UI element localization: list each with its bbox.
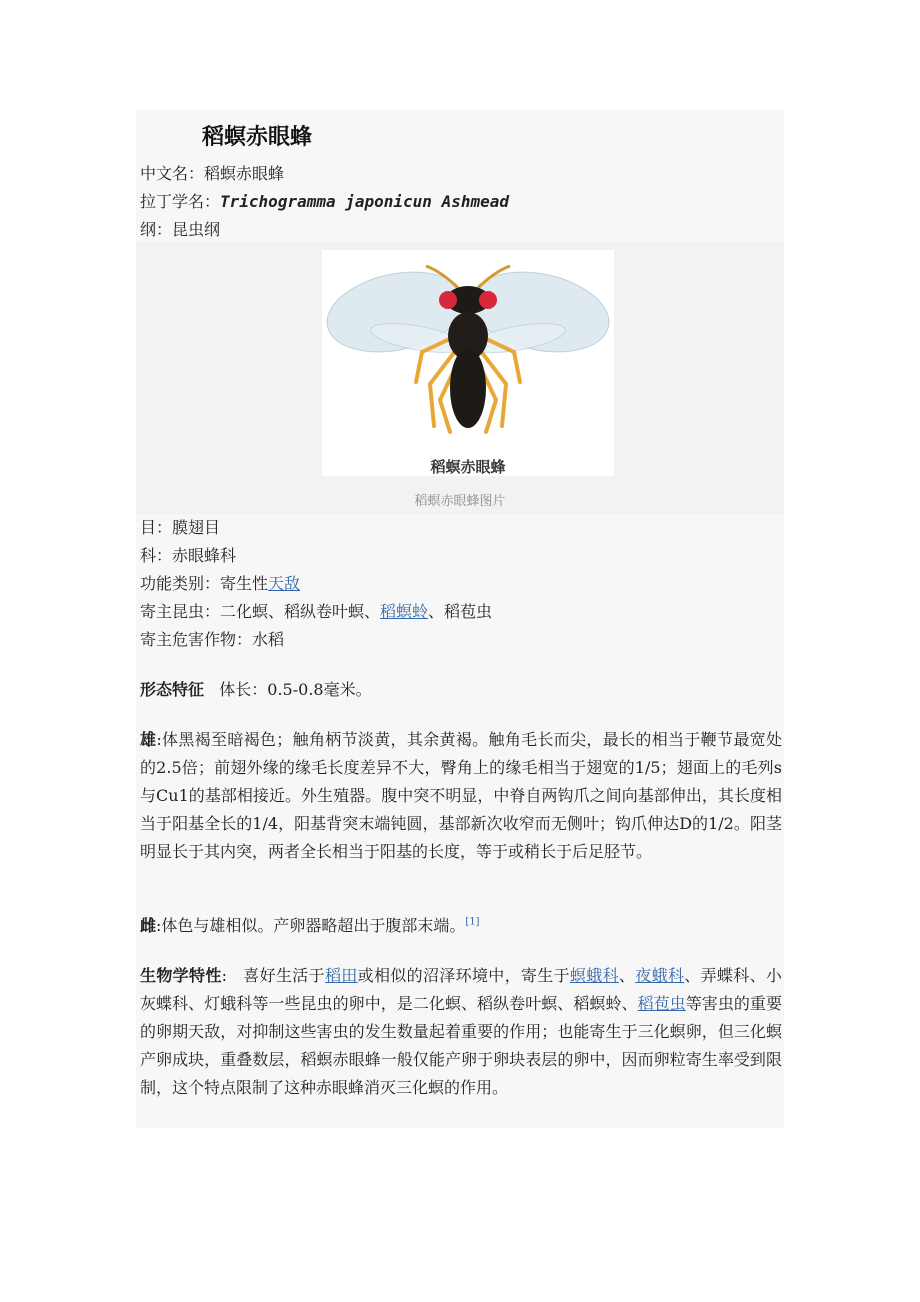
chinese-name-row (140, 160, 284, 188)
document-page (136, 110, 784, 1128)
class-value: 昆虫纲 (172, 220, 221, 239)
biology-heading: 生物学特性 (140, 966, 222, 985)
family-value: 赤眼蜂科 (172, 546, 237, 565)
morphology-paragraph (140, 676, 782, 704)
wasp-illustration (322, 250, 614, 476)
host-text-1: 二化螟、稻纵卷叶螟、 (220, 602, 381, 621)
host-label: 寄主昆虫： (140, 602, 221, 621)
reference-link[interactable]: [1] (465, 916, 480, 928)
female-paragraph (140, 912, 782, 940)
order-row (140, 514, 220, 542)
order-value: 膜翅目 (172, 518, 221, 537)
class-label: 纲： (140, 220, 173, 239)
biology-text-4: 、弄蝶科、小灰蝶科、灯蛾科等一些昆虫的卵中，是二化螟、稻纵卷叶螟、稻螟蛉、 (140, 966, 782, 1013)
figure-caption: 稻螟赤眼蜂图片 (414, 494, 506, 509)
latin-name-label: 拉丁学名： (140, 192, 221, 211)
host-crop-row (140, 626, 284, 654)
male-paragraph (140, 726, 782, 866)
crop-value: 水稻 (252, 630, 285, 649)
male-label: 雄 (140, 730, 157, 749)
morphology-text: 体长：0.5-0.8毫米。 (219, 680, 372, 699)
chinese-name-value: 稻螟赤眼蜂 (204, 164, 285, 183)
order-label: 目： (140, 518, 173, 537)
morphology-heading: 形态特征 (140, 680, 205, 699)
page-title: 稻螟赤眼蜂 (202, 125, 313, 150)
function-prefix: 寄生性 (220, 574, 269, 593)
figure-image-label: 稻螟赤眼蜂 (430, 458, 506, 476)
male-text: :体黑褐至暗褐色；触角柄节淡黄，其余黄褐。触角毛长而尖，最长的相当于鞭节最宽处的2.5倍；前翅外缘的缘毛长度差异不大，臀角上的缘毛相当于翅宽的1/5；翅面上的毛列s与Cu1的基部相接近。外生殖器。腹中突不明显，中脊自两钩爪之间向基部伸出，其长度相当于阳基全长的1/4，阳基背突末端钝圆，基部新次收窄而无侧叶；钩爪伸达D的1/2。阳茎明显长于其内突，两者全长相当于阳基的长度，等于或稍长于后足胫节。 (140, 730, 782, 861)
function-label: 功能类别： (140, 574, 221, 593)
biology-text-3: 、 (618, 966, 636, 985)
figure-block (136, 242, 784, 514)
biology-text-1: 喜好生活于 (243, 966, 325, 985)
rice-skipper-link[interactable]: 稻苞虫 (637, 994, 686, 1013)
latin-name-value: Trichogramma japonicun Ashmead (220, 192, 509, 211)
rice-field-link[interactable]: 稻田 (324, 966, 358, 985)
noctuidae-link[interactable]: 夜蛾科 (635, 966, 685, 985)
biology-colon: : (221, 966, 228, 985)
class-row (140, 216, 220, 244)
female-label: 雌 (140, 916, 157, 935)
host-insect-row (140, 598, 492, 626)
biology-text-5: 等害虫的重要的卵期天敌，对抑制这些害虫的发生数量起着重要的作用；也能寄生于三化螟卵，但三化螟产卵成块，重叠数层，稻螟赤眼蜂一般仅能产卵于卵块表层的卵中，因而卵粒寄生率受到限制，这个特点限制了这种赤眼蜂消灭三化螟的作用。 (140, 994, 782, 1097)
latin-name-row (140, 188, 509, 216)
host-text-2: 、稻苞虫 (428, 602, 493, 621)
family-label: 科： (140, 546, 173, 565)
natural-enemy-link[interactable]: 天敌 (268, 574, 301, 593)
wasp-image (322, 250, 614, 476)
biology-text-2: 或相似的沼泽环境中，寄生于 (357, 966, 570, 985)
rice-moth-link[interactable]: 稻螟蛉 (380, 602, 429, 621)
function-row (140, 570, 300, 598)
pyralidae-link[interactable]: 螟蛾科 (569, 966, 619, 985)
female-text: :体色与雄相似。产卵器略超出于腹部末端。 (156, 916, 466, 935)
family-row (140, 542, 236, 570)
chinese-name-label: 中文名： (140, 164, 205, 183)
crop-label: 寄主危害作物： (140, 630, 253, 649)
biology-paragraph (140, 962, 782, 1102)
